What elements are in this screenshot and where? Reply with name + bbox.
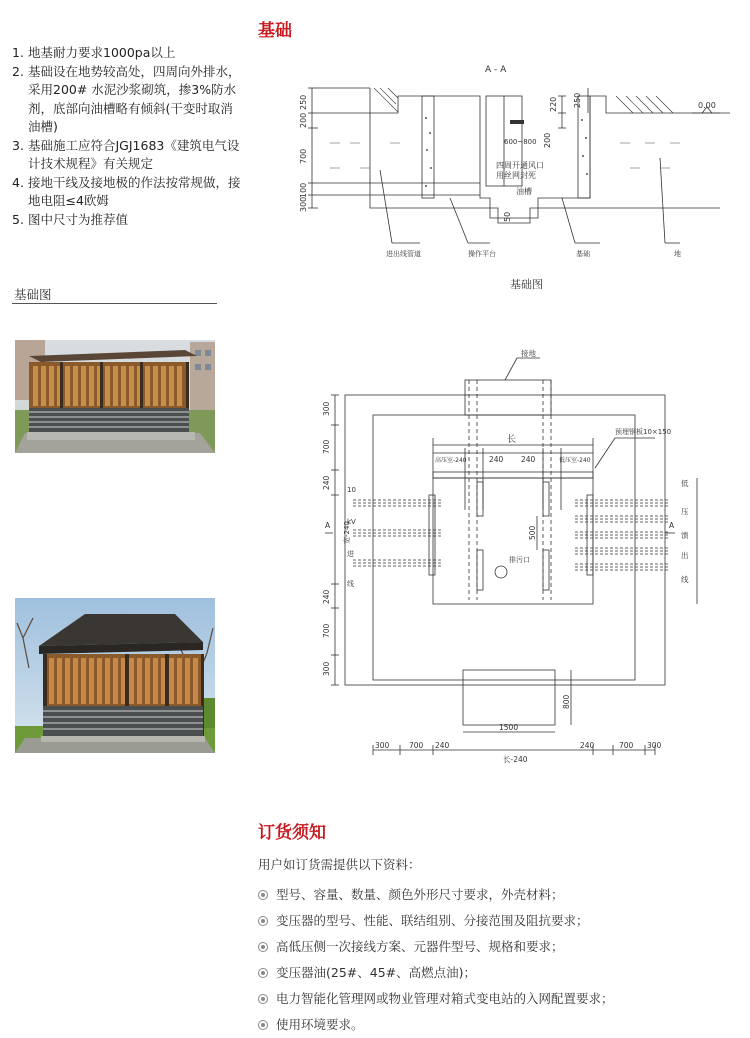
dim-inner: 200 xyxy=(543,132,552,148)
bullet-icon xyxy=(258,916,268,926)
oil-label: 油槽 xyxy=(516,187,532,196)
list-item: 型号、容量、数量、颜色外形尺寸要求，外壳材料； xyxy=(258,882,614,908)
bottom-dim-700b: 700 xyxy=(619,741,634,750)
dim-500: 500 xyxy=(528,525,537,540)
left-dim-700b: 700 xyxy=(322,623,331,638)
list-item: 使用环境要求。 xyxy=(258,1012,614,1038)
dim-left-300: 300 xyxy=(299,196,308,212)
callout-ground: 地 xyxy=(674,250,681,258)
left-dim-700a: 700 xyxy=(322,439,331,454)
lv-room-label: 低压室-240 xyxy=(559,457,591,464)
dim-left-250: 250 xyxy=(299,94,308,110)
lv-label-5: 线 xyxy=(681,575,689,584)
bullet-icon xyxy=(258,994,268,1004)
note-item: 1. 地基耐力要求1000pa以上 xyxy=(12,45,176,60)
section-title: A - A xyxy=(485,65,507,75)
vent-label-1: 四周开通风口 xyxy=(496,161,544,170)
list-item: 电力智能化管理网或物业管理对箱式变电站的入网配置要求； xyxy=(258,986,614,1012)
note-item: 2. 基础设在地势较高处，四周向外排水，采用200# 水泥沙浆砌筑，掺3%防水剂，底部向油槽略有倾斜(干变时取消油槽) xyxy=(12,63,241,134)
left-dim-300b: 300 xyxy=(322,661,331,676)
list-item: 高低压侧一次接线方案、元器件型号、规格和要求； xyxy=(258,934,614,960)
kv-label-10: 10 xyxy=(347,486,356,494)
notes-list xyxy=(12,44,242,229)
lv-label-4: 出 xyxy=(681,551,689,560)
left-dim-300a: 300 xyxy=(322,401,331,416)
bullet-icon xyxy=(258,942,268,952)
lv-label-2: 压 xyxy=(681,507,689,516)
vent-label-2: 用丝网封死 xyxy=(496,171,536,180)
callout-platform: 操作平台 xyxy=(468,250,496,258)
section-divider xyxy=(12,303,217,304)
bottom-dim-240b: 240 xyxy=(580,741,595,750)
section-caption: 基础图 xyxy=(510,278,543,291)
vent-icon xyxy=(510,120,524,124)
width-label: 宽-240 xyxy=(343,521,351,544)
callout-foundation: 基础 xyxy=(576,250,590,258)
dim-right-250: 250 xyxy=(573,92,582,108)
bottom-dim-300b: 300 xyxy=(647,741,662,750)
dim-left-200: 200 xyxy=(299,112,308,128)
substation-photo-2 xyxy=(15,598,215,753)
list-item: 变压器油(25#、45#、高燃点油)； xyxy=(258,960,614,986)
section-mark-left: A xyxy=(325,521,331,530)
kv-label-in: 进 xyxy=(347,550,354,558)
bullet-icon xyxy=(258,890,268,900)
drain-label: 排污口 xyxy=(509,556,530,564)
dim-240b: 240 xyxy=(521,455,536,464)
length-label: 长 xyxy=(507,435,517,445)
bottom-dim-700a: 700 xyxy=(409,741,424,750)
section-mark-right: A xyxy=(669,521,675,530)
bottom-len-label: 长-240 xyxy=(503,755,528,764)
plan-drawing xyxy=(322,349,705,765)
dim-1500: 1500 xyxy=(499,723,519,732)
dim-240a: 240 xyxy=(489,455,504,464)
plate-label: 预埋钢板10×150 xyxy=(615,428,672,436)
level-label: 0.00 xyxy=(698,101,716,110)
order-title: 订货须知 xyxy=(258,823,326,843)
list-item: 变压器的型号、性能、联结组别、分接范围及阻抗要求； xyxy=(258,908,614,934)
kv-label-kv: kV xyxy=(347,518,356,526)
order-intro: 用户如订货需提供以下资料： xyxy=(258,857,421,872)
bullet-icon xyxy=(258,1020,268,1030)
dim-left-100: 100 xyxy=(299,182,308,198)
hv-room-label: 高压室-240 xyxy=(435,457,467,464)
bottom-dim-300a: 300 xyxy=(375,741,390,750)
dim-opening: 600~800 xyxy=(504,138,537,146)
bullet-icon xyxy=(258,968,268,978)
left-dim-240a: 240 xyxy=(322,475,331,490)
callout-pipe: 进出线管道 xyxy=(386,250,421,258)
ground-label: 接地 xyxy=(521,349,536,358)
lv-label-1: 低 xyxy=(681,479,689,488)
bottom-dim-240a: 240 xyxy=(435,741,450,750)
lv-label-3: 馈 xyxy=(681,531,689,540)
dim-800: 800 xyxy=(562,694,571,709)
page-title: 基础 xyxy=(258,21,292,41)
note-item: 3. 基础施工应符合JGJ1683《建筑电气设计技术规程》有关规定 xyxy=(12,137,240,171)
kv-label-line: 线 xyxy=(347,580,354,588)
dim-pit: 50 xyxy=(503,211,512,222)
section-drawing xyxy=(300,58,740,293)
order-list xyxy=(258,882,614,1038)
substation-photo-1 xyxy=(15,340,215,453)
dim-right-220: 220 xyxy=(549,96,558,112)
dim-left-700: 700 xyxy=(299,148,308,164)
left-dim-240b: 240 xyxy=(322,589,331,604)
note-item: 5. 图中尺寸为推荐值 xyxy=(12,211,129,227)
note-item: 4. 接地干线及接地极的作法按常规做，接地电阻≤4欧姆 xyxy=(12,174,241,208)
photo-section-title: 基础图 xyxy=(14,287,52,302)
